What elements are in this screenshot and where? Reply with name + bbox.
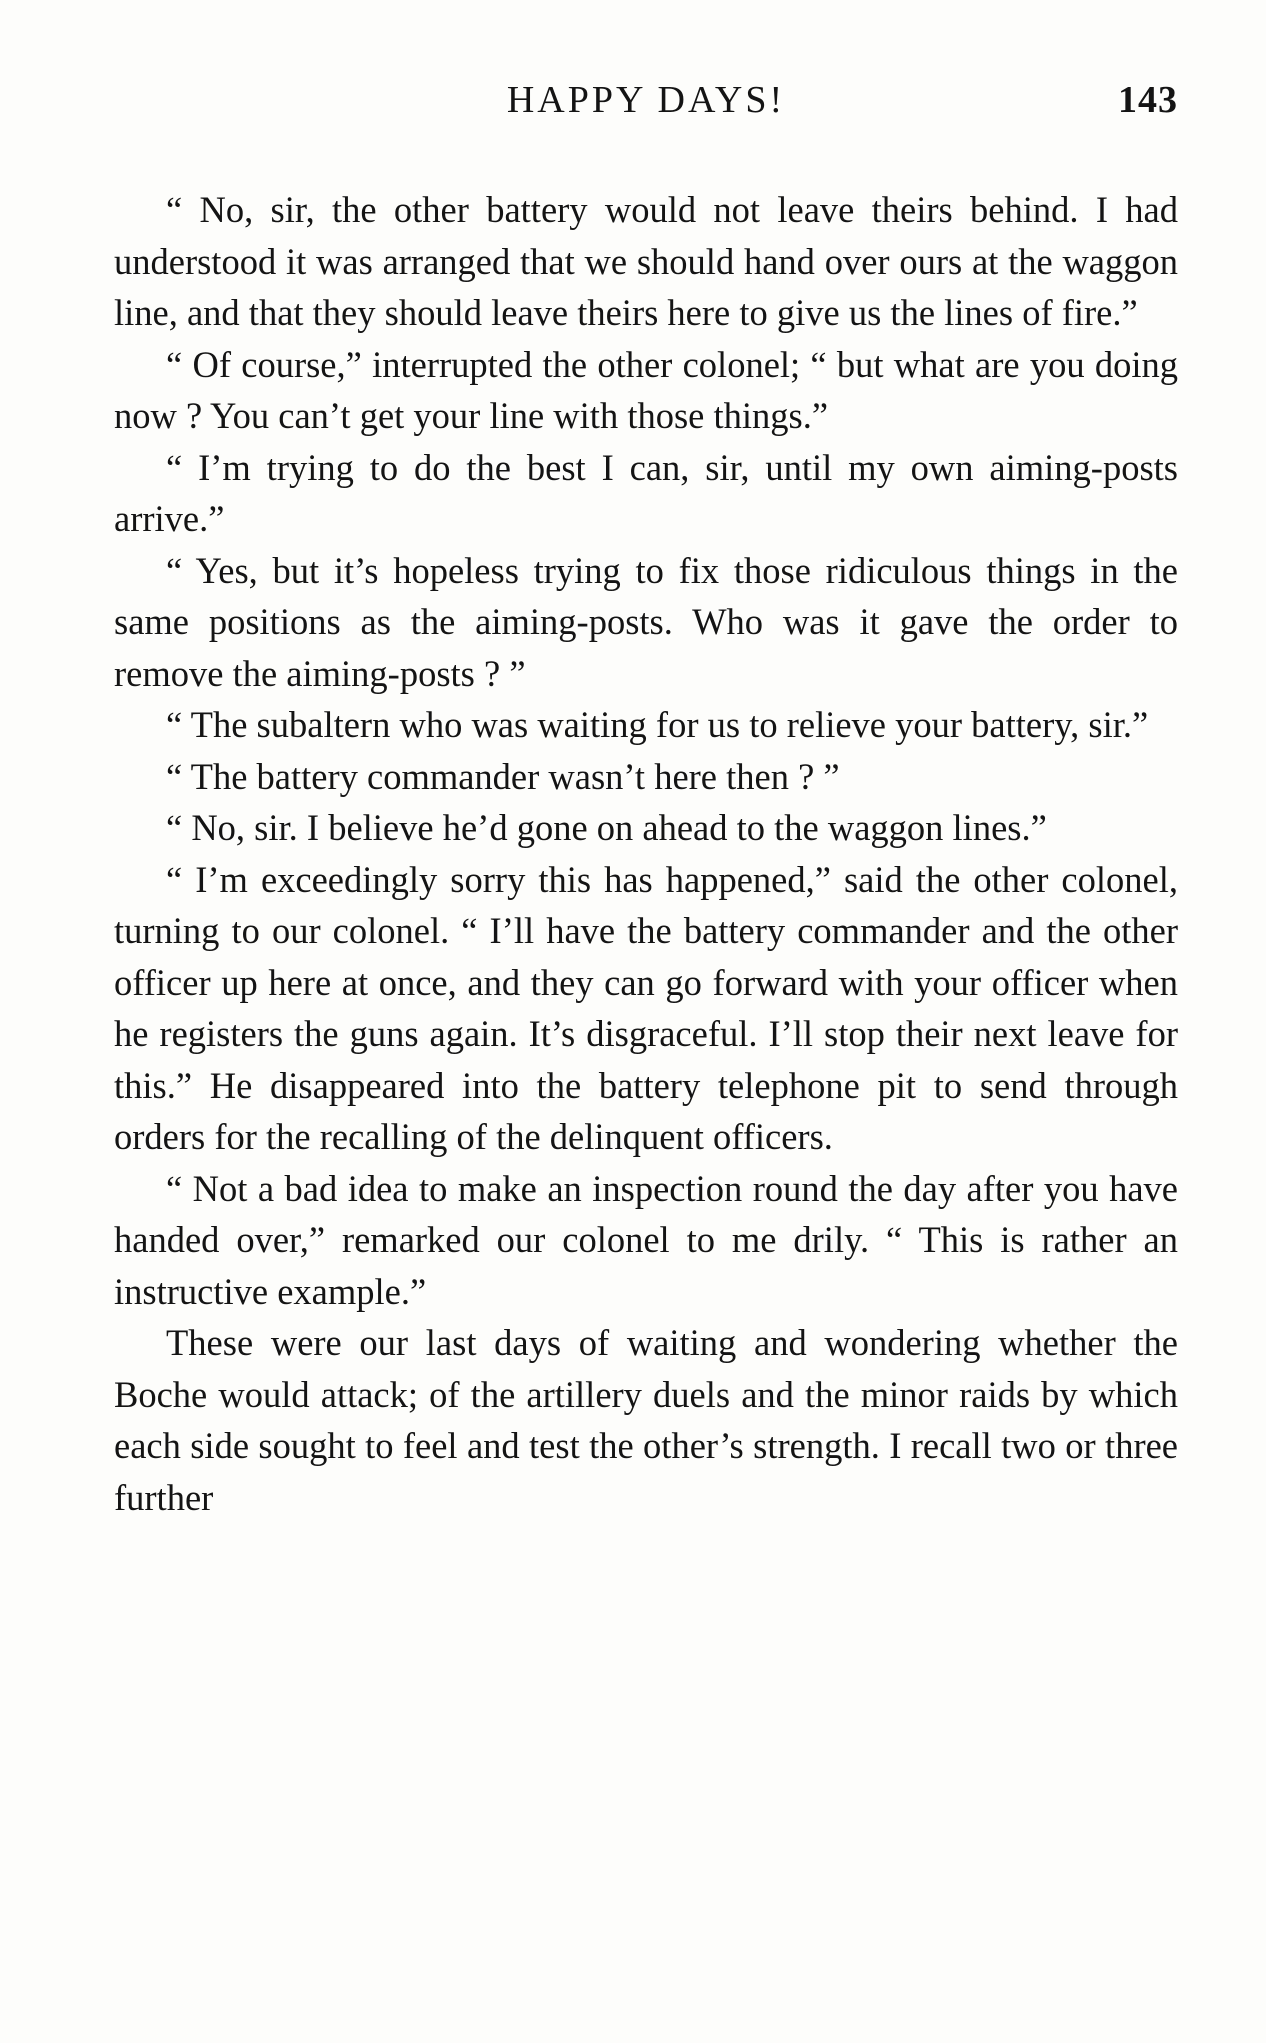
paragraph: “ I’m trying to do the best I can, sir, until my own aiming-posts arrive.”: [114, 446, 1178, 539]
page-number: 143: [1118, 79, 1178, 121]
paragraph: “ The subaltern who was waiting for us to relieve your battery, sir.”: [166, 704, 1149, 745]
body-text: [114, 184, 1178, 1523]
paragraph: “ Not a bad idea to make an inspection round the day after you have handed over,” remarked our colonel to me drily. “ This is rather an instructive example.”: [114, 1167, 1178, 1312]
paragraph: “ Of course,” interrupted the other colonel; “ but what are you doing now ? You can’t get your line with those things.”: [114, 343, 1178, 436]
paragraph: “ No, sir. I believe he’d gone on ahead to the waggon lines.”: [166, 807, 1047, 848]
paragraph: “ The battery commander wasn’t here then ? ”: [166, 755, 840, 797]
paragraph: “ Yes, but it’s hopeless trying to fix those ridiculous things in the same positions as the aiming-posts. Who was it gave the order to remove the aiming-posts ? ”: [114, 549, 1178, 694]
running-title: HAPPY DAYS!: [506, 79, 786, 121]
paragraph: “ I’m exceedingly sorry this has happened,” said the other colonel, turning to our colonel. “ I’ll have the battery commander and the other officer up here at once, and they can go forward with your officer when he registers the guns again. It’s disgraceful. I’ll stop their next leave for this.” He disappeared into the battery telephone pit to send through orders for the recalling of the delinquent officers.: [114, 858, 1178, 1157]
book-page: [114, 78, 1178, 1523]
paragraph: These were our last days of waiting and wondering whether the Boche would attack; of the artillery duels and the minor raids by which each side sought to feel and test the other’s strength. I recall two or three further: [114, 1322, 1178, 1518]
paragraph: “ No, sir, the other battery would not leave theirs behind. I had understood it was arranged that we should hand over ours at the waggon line, and that they should leave theirs here to give us the lines of fire.”: [114, 189, 1178, 333]
running-head: [114, 78, 1178, 138]
